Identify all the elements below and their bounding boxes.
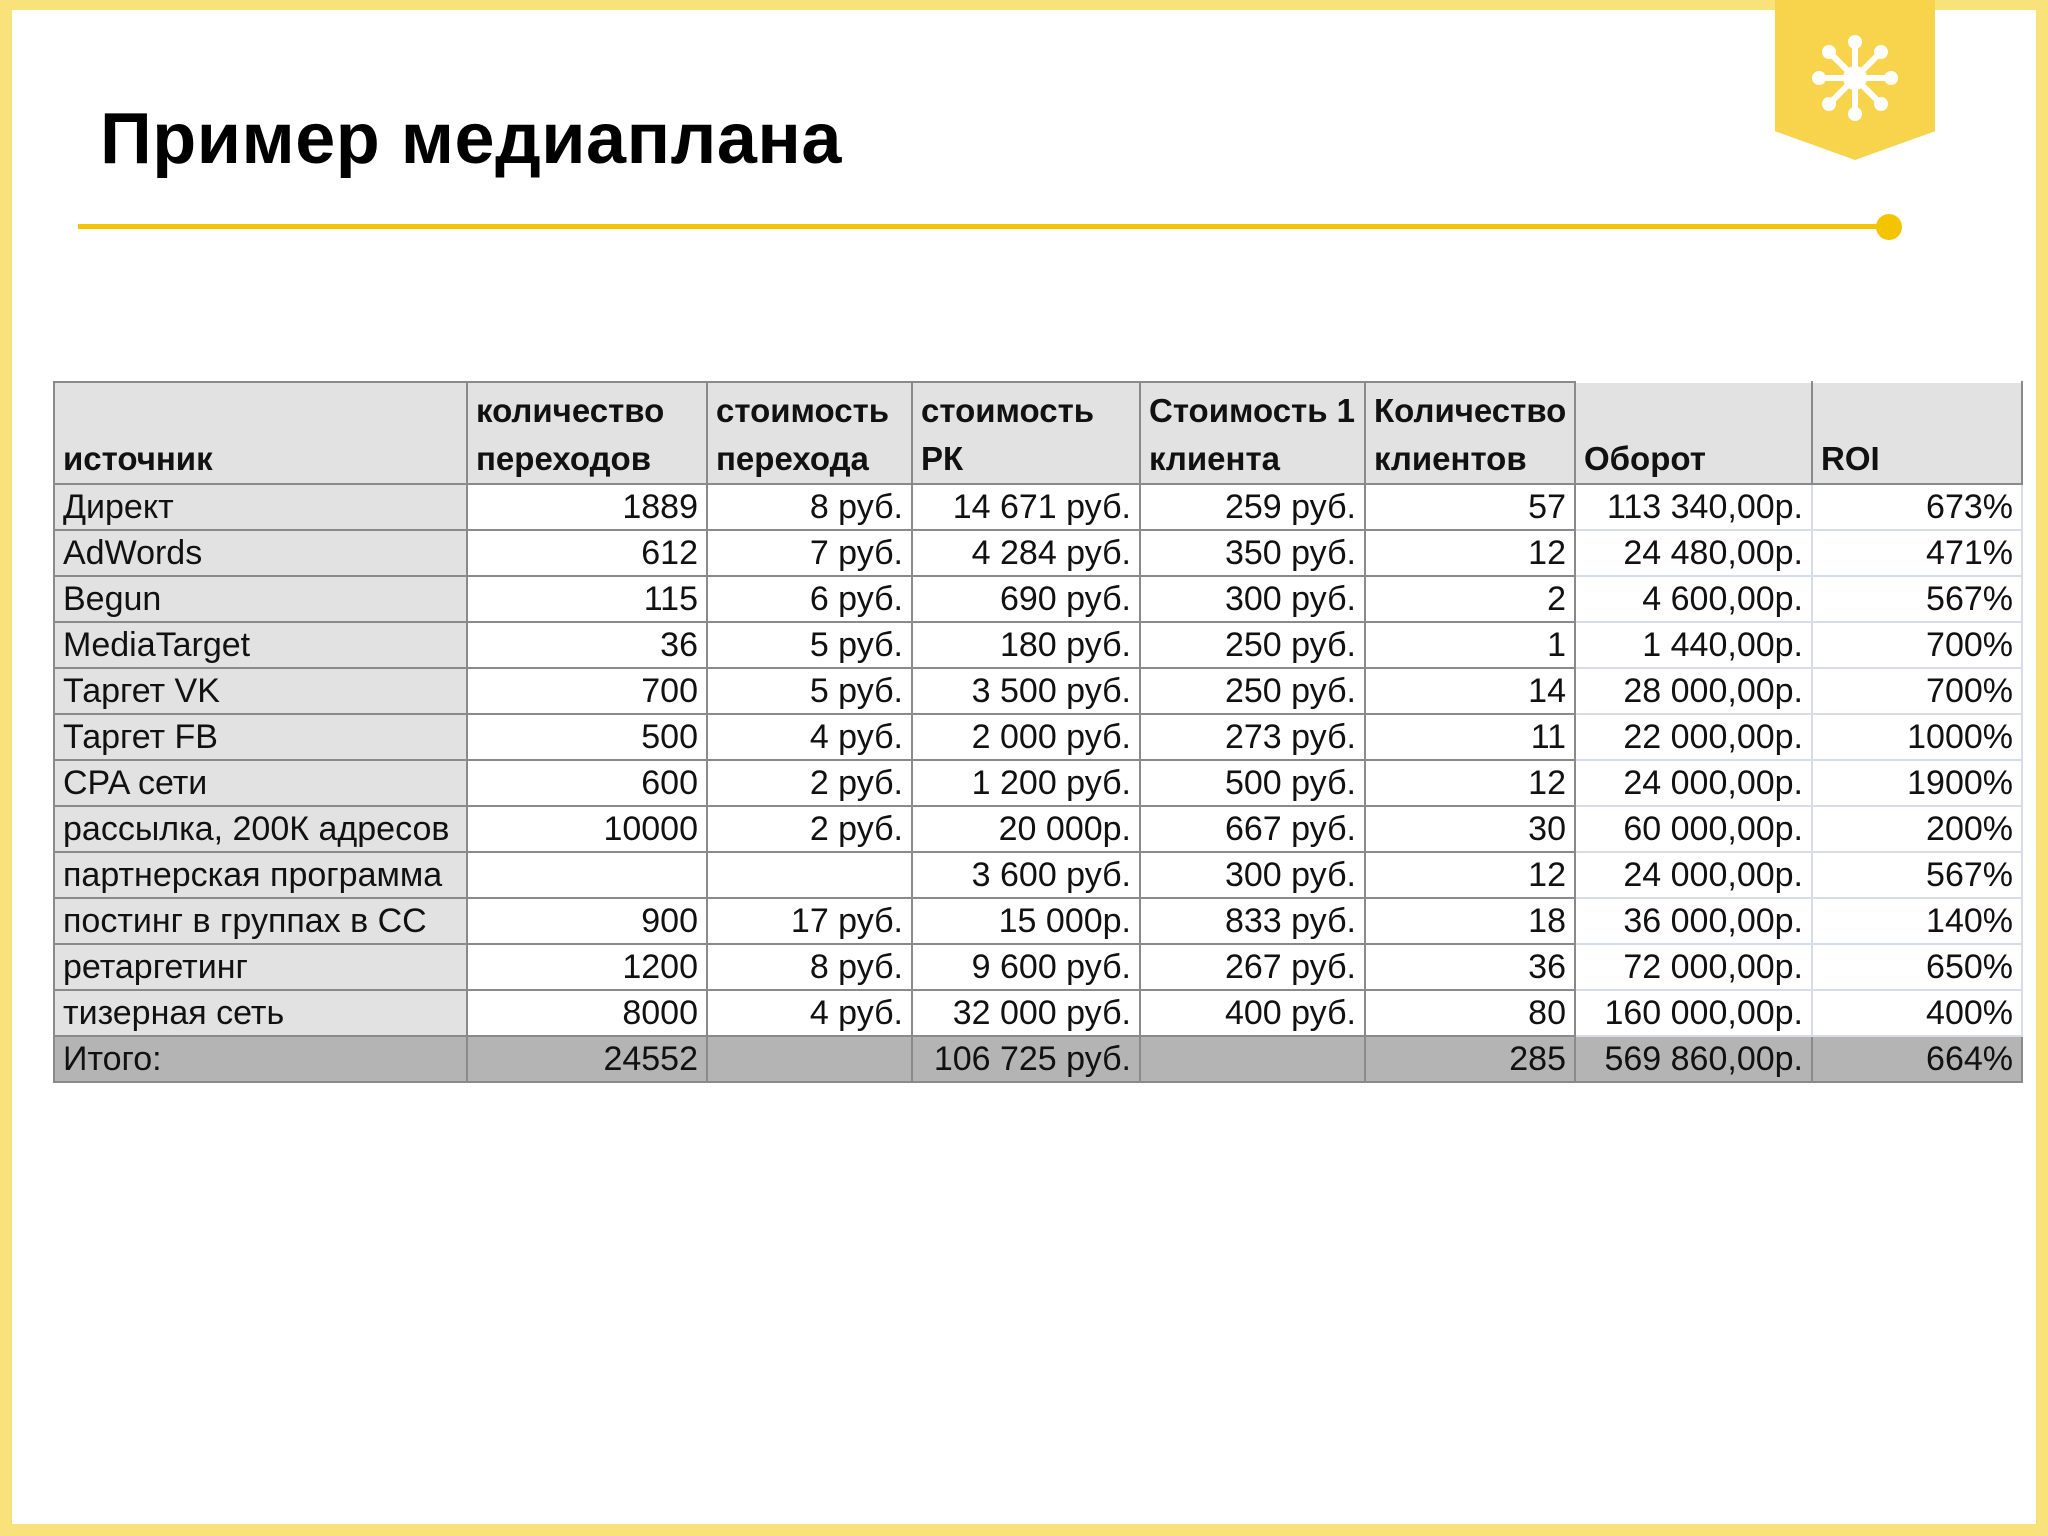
header-clicks: количество переходов (467, 382, 707, 484)
cell-source: Таргет VK (54, 668, 467, 714)
cell-roi: 400% (1812, 990, 2022, 1036)
cell-roi: 650% (1812, 944, 2022, 990)
cell-clients: 57 (1365, 484, 1575, 530)
cell-clicks (467, 852, 707, 898)
cell-clients: 12 (1365, 530, 1575, 576)
cell-cpc: 7 руб. (707, 530, 912, 576)
cell-roi: 700% (1812, 668, 2022, 714)
table-total-row (54, 1036, 2022, 1082)
table-row (54, 576, 2022, 622)
cell-turnover: 160 000,00р. (1575, 990, 1812, 1036)
cell-campaign-cost: 4 284 руб. (912, 530, 1140, 576)
cell-cpc: 2 руб. (707, 760, 912, 806)
cell-roi: 1000% (1812, 714, 2022, 760)
cell-cpa: 350 руб. (1140, 530, 1365, 576)
cell-clicks: 36 (467, 622, 707, 668)
cell-clients: 12 (1365, 852, 1575, 898)
cell-cpa: 250 руб. (1140, 622, 1365, 668)
cell-roi: 471% (1812, 530, 2022, 576)
cell-turnover: 4 600,00р. (1575, 576, 1812, 622)
page-title: Пример медиаплана (100, 99, 842, 179)
total-turnover: 569 860,00р. (1575, 1036, 1812, 1082)
cell-roi: 673% (1812, 484, 2022, 530)
cell-roi: 567% (1812, 576, 2022, 622)
table-row (54, 714, 2022, 760)
table-row (54, 990, 2022, 1036)
cell-roi: 200% (1812, 806, 2022, 852)
cell-cpc: 4 руб. (707, 714, 912, 760)
cell-clicks: 1200 (467, 944, 707, 990)
cell-clicks: 1889 (467, 484, 707, 530)
cell-source: рассылка, 200К адресов (54, 806, 467, 852)
total-roi: 664% (1812, 1036, 2022, 1082)
total-clicks: 24552 (467, 1036, 707, 1082)
cell-cpc (707, 852, 912, 898)
total-cpa (1140, 1036, 1365, 1082)
table-row (54, 760, 2022, 806)
cell-clients: 1 (1365, 622, 1575, 668)
cell-roi: 567% (1812, 852, 2022, 898)
cell-clicks: 900 (467, 898, 707, 944)
cell-roi: 700% (1812, 622, 2022, 668)
cell-clicks: 115 (467, 576, 707, 622)
media-plan-table (53, 381, 2023, 1083)
header-turnover: Оборот (1575, 382, 1812, 484)
cell-cpa: 259 руб. (1140, 484, 1365, 530)
total-source: Итого: (54, 1036, 467, 1082)
cell-turnover: 24 000,00р. (1575, 760, 1812, 806)
cell-campaign-cost: 180 руб. (912, 622, 1140, 668)
header-clients: Количество клиентов (1365, 382, 1575, 484)
cell-turnover: 36 000,00р. (1575, 898, 1812, 944)
cell-clients: 36 (1365, 944, 1575, 990)
cell-source: CPA сети (54, 760, 467, 806)
total-cpc (707, 1036, 912, 1082)
cell-turnover: 72 000,00р. (1575, 944, 1812, 990)
total-campaign-cost: 106 725 руб. (912, 1036, 1140, 1082)
cell-campaign-cost: 690 руб. (912, 576, 1140, 622)
table-row (54, 898, 2022, 944)
title-underline (78, 224, 1888, 229)
cell-source: ретаргетинг (54, 944, 467, 990)
cell-cpa: 300 руб. (1140, 852, 1365, 898)
cell-campaign-cost: 9 600 руб. (912, 944, 1140, 990)
cell-campaign-cost: 3 500 руб. (912, 668, 1140, 714)
cell-roi: 1900% (1812, 760, 2022, 806)
cell-cpa: 833 руб. (1140, 898, 1365, 944)
cell-campaign-cost: 32 000 руб. (912, 990, 1140, 1036)
header-cpc: стоимость перехода (707, 382, 912, 484)
cell-clients: 30 (1365, 806, 1575, 852)
table-row (54, 622, 2022, 668)
cell-campaign-cost: 20 000р. (912, 806, 1140, 852)
cell-clicks: 10000 (467, 806, 707, 852)
table-header-row (54, 382, 2022, 484)
table-row (54, 852, 2022, 898)
cell-campaign-cost: 3 600 руб. (912, 852, 1140, 898)
table-row (54, 668, 2022, 714)
cell-turnover: 24 480,00р. (1575, 530, 1812, 576)
cell-cpc: 4 руб. (707, 990, 912, 1036)
cell-turnover: 22 000,00р. (1575, 714, 1812, 760)
total-clients: 285 (1365, 1036, 1575, 1082)
table-row (54, 484, 2022, 530)
header-source: источник (54, 382, 467, 484)
header-roi: ROI (1812, 382, 2022, 484)
cell-campaign-cost: 2 000 руб. (912, 714, 1140, 760)
cell-cpa: 267 руб. (1140, 944, 1365, 990)
logo-tab (1775, 0, 1935, 160)
cell-turnover: 113 340,00р. (1575, 484, 1812, 530)
cell-turnover: 60 000,00р. (1575, 806, 1812, 852)
cell-cpc: 8 руб. (707, 484, 912, 530)
table-row (54, 530, 2022, 576)
cell-clicks: 500 (467, 714, 707, 760)
cell-turnover: 1 440,00р. (1575, 622, 1812, 668)
cell-clients: 12 (1365, 760, 1575, 806)
flower-icon (1803, 26, 1907, 130)
cell-turnover: 24 000,00р. (1575, 852, 1812, 898)
header-cpa: Стоимость 1 клиента (1140, 382, 1365, 484)
cell-source: постинг в группах в СС (54, 898, 467, 944)
cell-clients: 2 (1365, 576, 1575, 622)
cell-campaign-cost: 14 671 руб. (912, 484, 1140, 530)
table-row (54, 944, 2022, 990)
cell-cpa: 500 руб. (1140, 760, 1365, 806)
cell-cpc: 8 руб. (707, 944, 912, 990)
cell-roi: 140% (1812, 898, 2022, 944)
cell-cpc: 5 руб. (707, 622, 912, 668)
cell-cpa: 300 руб. (1140, 576, 1365, 622)
cell-clicks: 700 (467, 668, 707, 714)
cell-cpa: 667 руб. (1140, 806, 1365, 852)
cell-cpc: 5 руб. (707, 668, 912, 714)
cell-clients: 18 (1365, 898, 1575, 944)
cell-clients: 11 (1365, 714, 1575, 760)
header-campaign-cost: стоимость РК (912, 382, 1140, 484)
cell-source: MediaTarget (54, 622, 467, 668)
cell-turnover: 28 000,00р. (1575, 668, 1812, 714)
cell-clicks: 8000 (467, 990, 707, 1036)
cell-campaign-cost: 1 200 руб. (912, 760, 1140, 806)
cell-campaign-cost: 15 000р. (912, 898, 1140, 944)
cell-cpa: 273 руб. (1140, 714, 1365, 760)
cell-source: Таргет FB (54, 714, 467, 760)
cell-cpc: 2 руб. (707, 806, 912, 852)
cell-clients: 14 (1365, 668, 1575, 714)
cell-cpc: 6 руб. (707, 576, 912, 622)
cell-clicks: 612 (467, 530, 707, 576)
cell-cpa: 250 руб. (1140, 668, 1365, 714)
cell-source: партнерская программа (54, 852, 467, 898)
cell-clients: 80 (1365, 990, 1575, 1036)
cell-source: тизерная сеть (54, 990, 467, 1036)
cell-source: AdWords (54, 530, 467, 576)
cell-cpa: 400 руб. (1140, 990, 1365, 1036)
cell-cpc: 17 руб. (707, 898, 912, 944)
title-underline-dot (1876, 214, 1902, 240)
table-row (54, 806, 2022, 852)
cell-source: Begun (54, 576, 467, 622)
cell-source: Директ (54, 484, 467, 530)
cell-clicks: 600 (467, 760, 707, 806)
